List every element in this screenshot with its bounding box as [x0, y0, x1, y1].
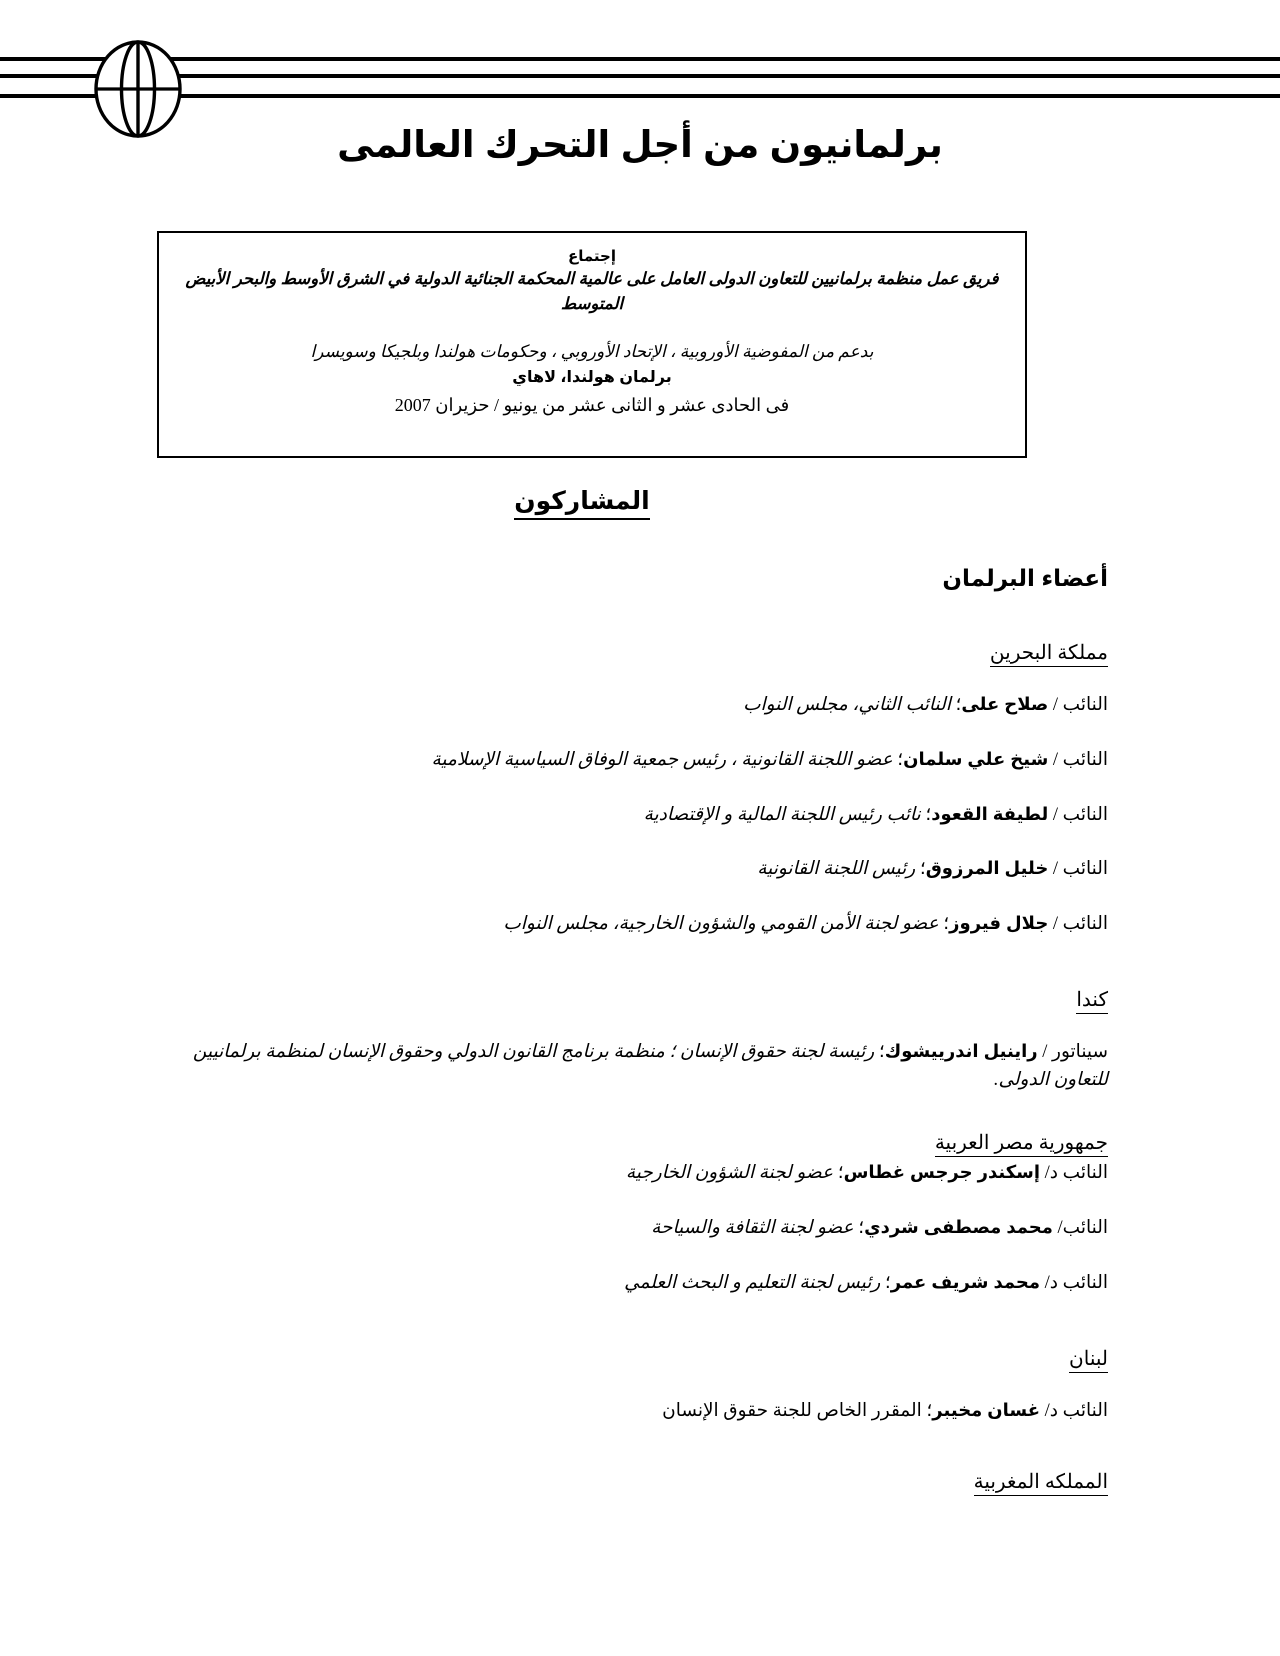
member-separator: ؛	[853, 1218, 865, 1238]
member-prefix: سيناتور /	[1037, 1041, 1108, 1062]
member-separator: ؛	[938, 914, 950, 934]
country-heading-text: كندا	[1076, 989, 1108, 1014]
member-name: شيخ علي سلمان	[903, 748, 1049, 769]
member-name: محمد شريف عمر	[890, 1271, 1041, 1292]
member-name: خليل المرزوق	[925, 858, 1049, 879]
member-separator: ؛	[833, 1163, 844, 1184]
country-heading	[168, 1130, 1108, 1155]
member-prefix: النائب/	[1052, 1218, 1108, 1238]
country-heading	[168, 1469, 1108, 1494]
member-separator: ؛	[915, 859, 926, 880]
member-entry	[168, 1159, 1108, 1188]
member-entry	[168, 691, 1108, 720]
country-heading-text: لبنان	[1069, 1348, 1108, 1373]
spacer	[177, 317, 1007, 339]
member-role: نائب رئيس اللجنة المالية و الإقتصادية	[643, 804, 921, 825]
venue-line: برلمان هولندا، لاهاي	[512, 369, 672, 386]
member-role: عضو لجنة الثقافة والسياحة	[651, 1218, 854, 1238]
member-separator: ؛	[892, 749, 904, 770]
member-entry	[168, 1397, 1108, 1426]
member-entry	[168, 1269, 1108, 1298]
participants-heading-text: المشاركون	[514, 487, 650, 520]
member-name: صلاح على	[961, 694, 1049, 714]
member-prefix: النائب د/	[1040, 1400, 1108, 1421]
member-role: رئيس اللجنة القانونية	[757, 859, 916, 880]
member-role: عضو لجنة الأمن القومي والشؤون الخارجية، مجلس النواب	[503, 914, 939, 934]
member-entry	[168, 746, 1108, 775]
member-prefix: النائب د/	[1040, 1272, 1108, 1293]
member-name: إسكندر جرجس غطاس	[843, 1162, 1041, 1183]
participants-heading	[168, 486, 1108, 516]
member-entry	[168, 855, 1108, 884]
document-title: برلمانيون من أجل التحرك العالمى	[337, 124, 943, 165]
member-separator: ؛	[920, 804, 932, 825]
member-name: لطيفة القعود	[931, 803, 1049, 824]
country-heading-text: مملكة البحرين	[990, 642, 1108, 667]
support-line: بدعم من المفوضية الأوروبية ، الإتحاد الأوروبي ، وحكومات هولندا وبلجيكا وسويسرا	[310, 341, 874, 361]
member-separator: ؛	[921, 1400, 933, 1421]
member-name: غسان مخيبر	[932, 1399, 1041, 1420]
member-role: عضو اللجنة القانونية ، رئيس جمعية الوفاق السياسية الإسلامية	[431, 749, 893, 770]
country-heading	[168, 1346, 1108, 1371]
member-role: رئيسة لجنة حقوق الإنسان ؛ منظمة برنامج القانون الدولي وحقوق الإنسان لمنظمة برلمانيين للتعاون الدولى.	[192, 1041, 1108, 1090]
country-heading-text: جمهورية مصر العربية	[935, 1132, 1108, 1157]
member-role: رئيس لجنة التعليم و البحث العلمي	[624, 1272, 881, 1293]
country-heading	[168, 640, 1108, 665]
member-prefix: النائب /	[1048, 804, 1108, 825]
country-list	[168, 640, 1108, 1494]
member-name: جلال فيروز	[949, 913, 1049, 933]
member-prefix: النائب /	[1048, 859, 1108, 880]
working-group-title: فريق عمل منظمة برلمانيين للتعاون الدولى العامل على عالمية المحكمة الجنائية الدولية في الشرق الأوسط والبحر الأبيض المتوسط	[185, 270, 999, 313]
member-entry	[168, 1214, 1108, 1243]
member-entry	[168, 801, 1108, 830]
document-body	[168, 470, 1108, 1494]
member-entry	[168, 1038, 1108, 1095]
header-rule-middle	[0, 74, 1280, 78]
meeting-label: إجتماع	[567, 248, 616, 265]
country-heading-text: المملكه المغربية	[974, 1471, 1108, 1496]
member-entry	[168, 910, 1108, 939]
member-separator: ؛	[874, 1041, 885, 1062]
member-prefix: النائب /	[1048, 695, 1108, 715]
member-role: عضو لجنة الشؤون الخارجية	[625, 1163, 834, 1184]
member-role: المقرر الخاص للجنة حقوق الإنسان	[662, 1400, 922, 1421]
member-separator: ؛	[880, 1272, 891, 1293]
country-heading	[168, 987, 1108, 1012]
event-date: فى الحادى عشر و الثانى عشر من يونيو / حزيران 2007	[394, 395, 790, 415]
member-prefix: النائب /	[1048, 914, 1108, 934]
member-prefix: النائب /	[1048, 749, 1108, 770]
member-prefix: النائب د/	[1040, 1163, 1108, 1184]
member-role: النائب الثاني، مجلس النواب	[743, 695, 951, 715]
header-rule-top	[0, 57, 1280, 61]
header-rule-bottom	[0, 94, 1280, 98]
member-separator: ؛	[950, 695, 962, 715]
members-heading: أعضاء البرلمان	[942, 565, 1108, 591]
event-info-box	[157, 231, 1027, 458]
member-name: راينيل اندرييشوك	[884, 1040, 1038, 1061]
member-name: محمد مصطفى شردي	[864, 1217, 1053, 1237]
